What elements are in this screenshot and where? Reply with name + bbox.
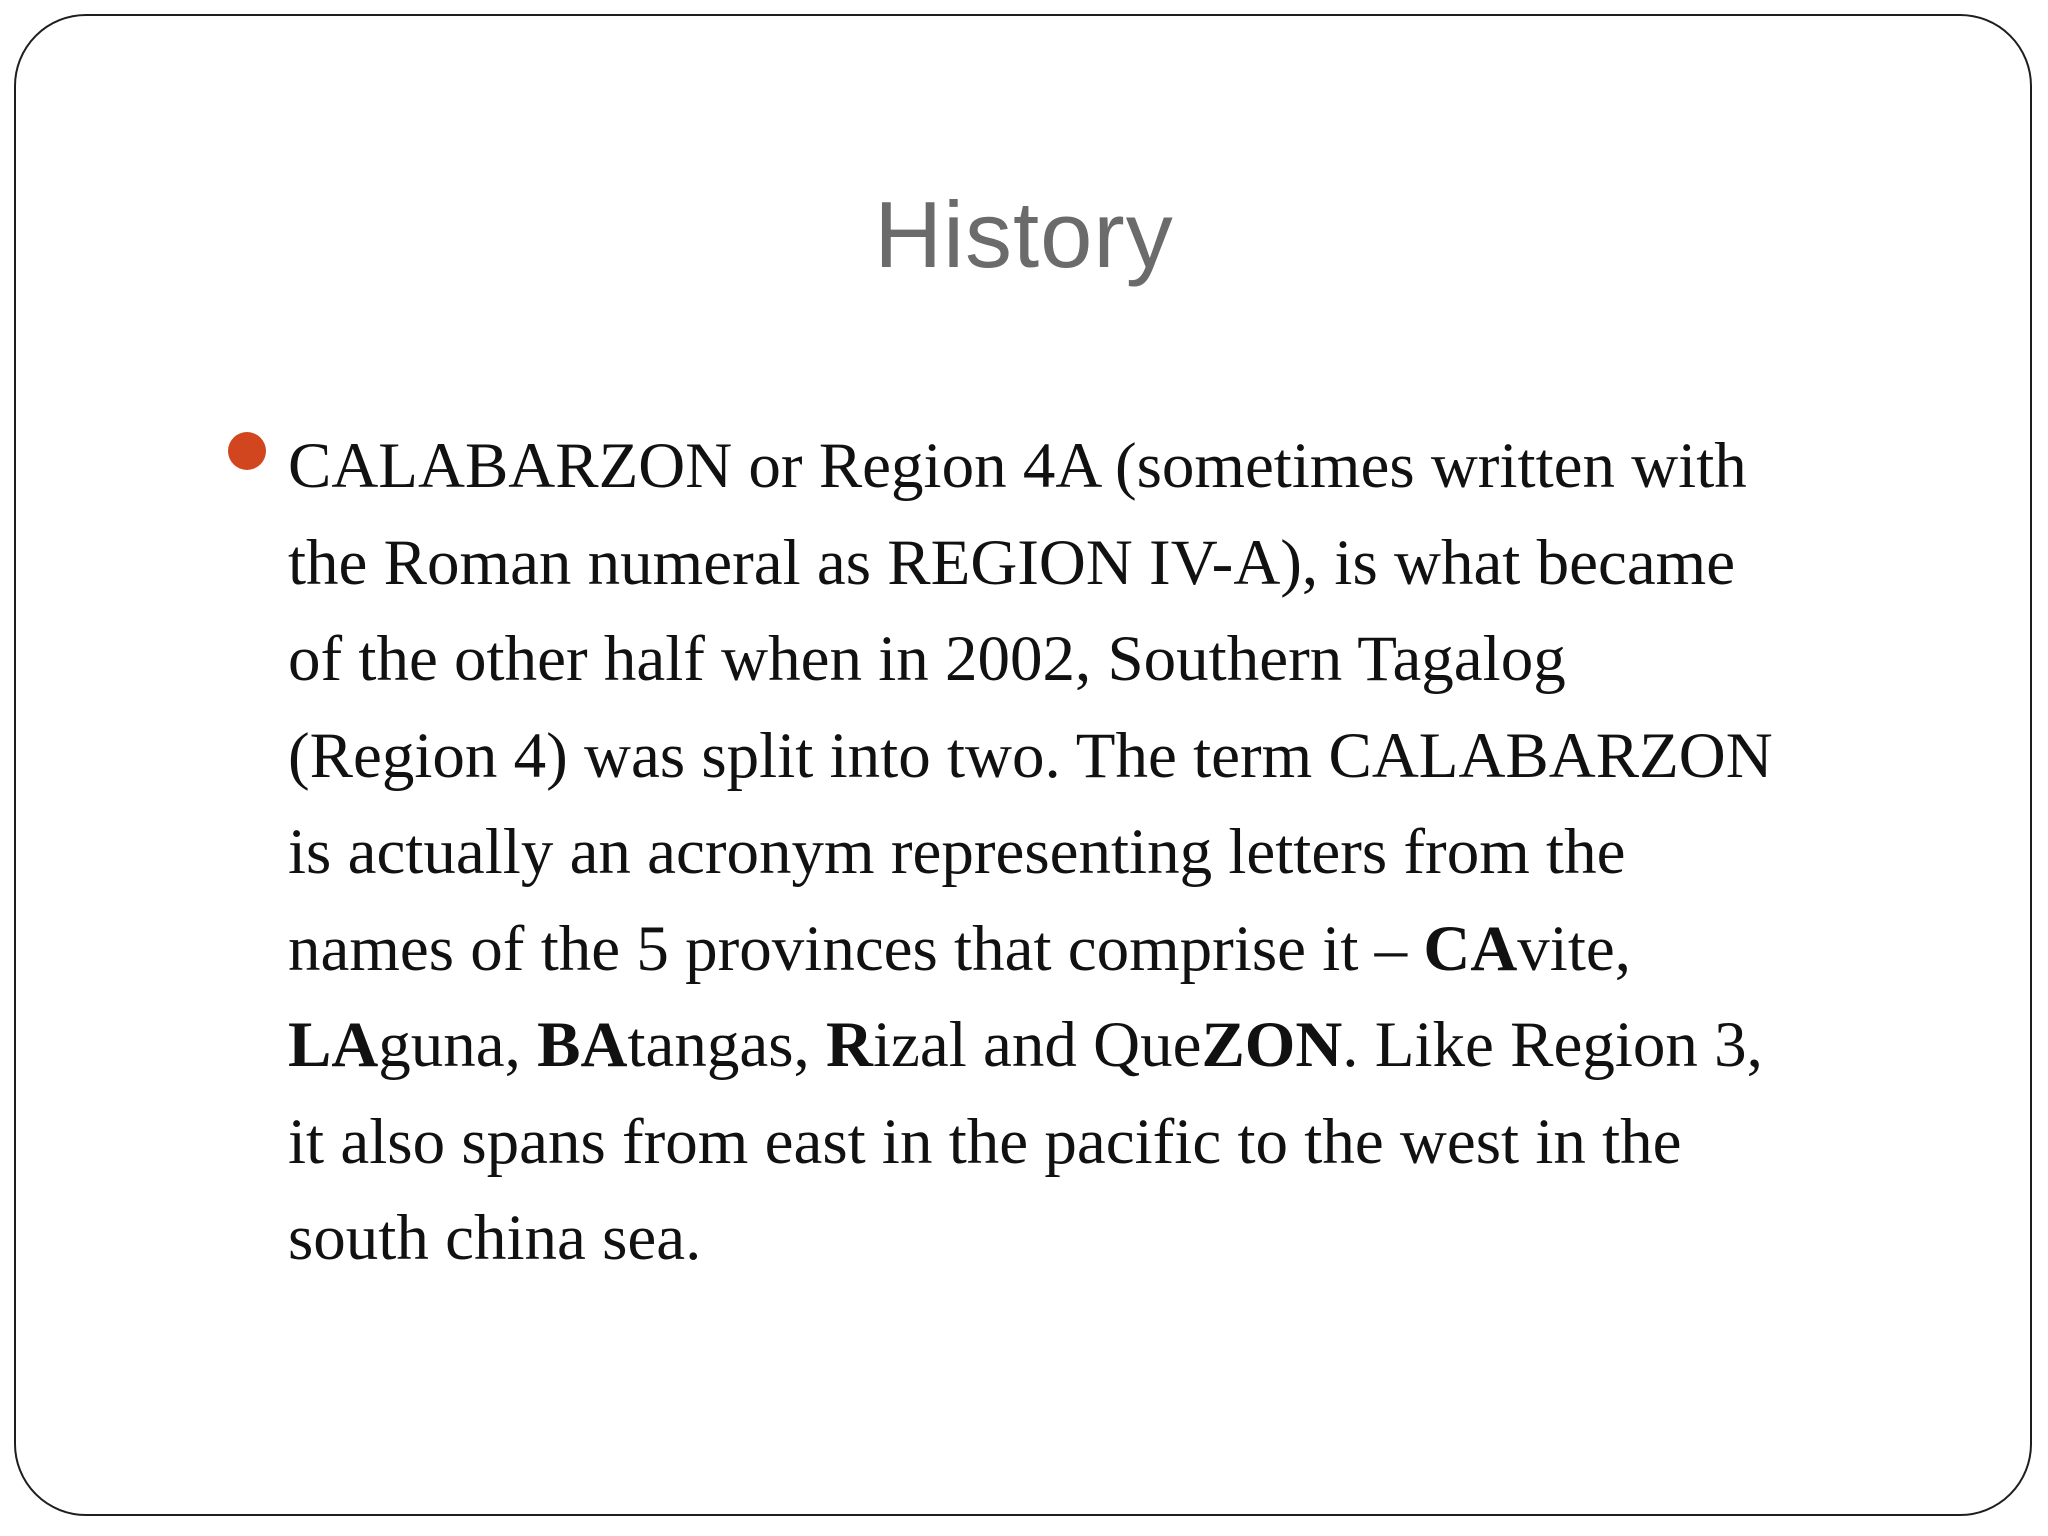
bullet-item <box>288 418 1928 1287</box>
bullet-paragraph <box>288 418 1928 1287</box>
text-segment: the Roman numeral as REGION IV-A), is what became <box>288 526 1736 599</box>
text-segment: south china sea. <box>288 1202 702 1274</box>
text-segment: tangas, <box>627 1009 827 1081</box>
text-segment: guna, <box>378 1009 538 1081</box>
bold-acronym-segment: R <box>826 1009 873 1081</box>
bold-acronym-segment: CA <box>1423 912 1518 985</box>
text-segment: izal and Que <box>872 1009 1202 1081</box>
bullet-line <box>288 804 1928 901</box>
text-segment: is actually an acronym representing letters from the <box>288 816 1626 888</box>
bullet-line <box>288 1190 1928 1287</box>
bold-acronym-segment: BA <box>537 1009 628 1081</box>
text-segment: . Like Region 3, <box>1342 1009 1763 1081</box>
text-segment: vite, <box>1517 912 1632 985</box>
text-segment: (Region 4) was split into two. The term CALABARZON <box>288 719 1773 792</box>
bullet-line <box>288 418 1928 515</box>
text-segment: CALABARZON or Region 4A (sometimes written with <box>288 430 1747 502</box>
text-segment: it also spans from east in the pacific to the west in the <box>288 1105 1682 1178</box>
bullet-line <box>288 611 1928 708</box>
bullet-line <box>288 997 1928 1094</box>
bold-acronym-segment: ZON <box>1201 1009 1343 1081</box>
slide-title: History <box>874 182 1174 287</box>
text-segment: names of the 5 provinces that comprise it – <box>288 912 1424 985</box>
bullet-line <box>288 708 1928 805</box>
bullet-line <box>288 515 1928 612</box>
text-segment: of the other half when in 2002, Southern Tagalog <box>288 623 1566 695</box>
bullet-dot-icon <box>228 432 266 470</box>
bullet-line <box>288 901 1928 998</box>
bullet-line <box>288 1094 1928 1191</box>
bold-acronym-segment: LA <box>288 1009 379 1081</box>
